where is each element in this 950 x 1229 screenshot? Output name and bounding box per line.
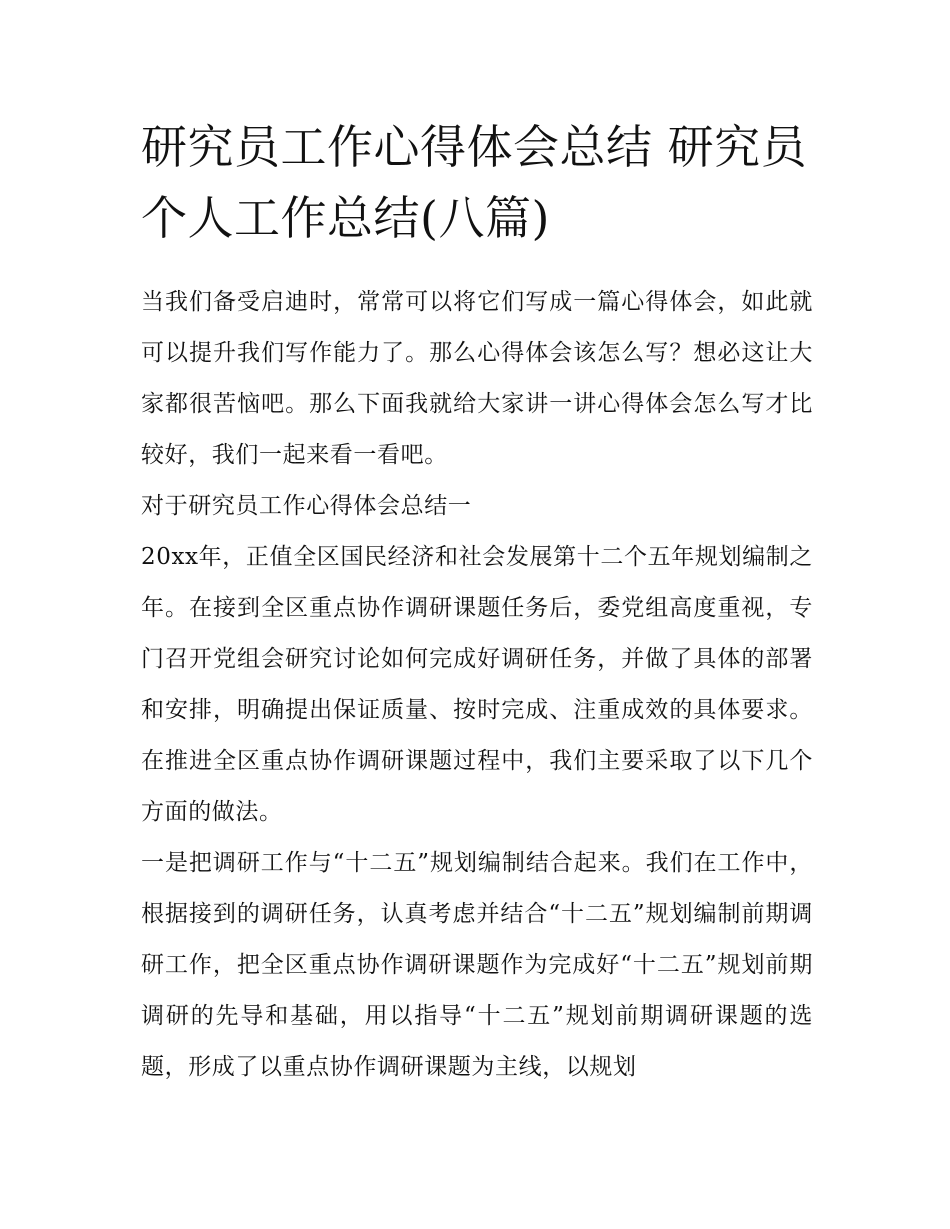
document-body (141, 277, 813, 1093)
section-heading: 对于研究员工作心得体会总结一 (141, 493, 472, 519)
document-title: 研究员工作心得体会总结 研究员个人工作总结(八篇) (141, 120, 808, 245)
body-paragraph: 20xx年，正值全区国民经济和社会发展第十二个五年规划编制之年。在接到全区重点协作调研课题任务后，委党组高度重视，专门召开党组会研究讨论如何完成好调研任务，并做了具体的部署和安排，明确提出保证质量、按时完成、注重成效的具体要求。在推进全区重点协作调研课题过程中，我们主要采取了以下几个方面的做法。 (141, 544, 813, 825)
intro-paragraph: 当我们备受启迪时，常常可以将它们写成一篇心得体会，如此就可以提升我们写作能力了。那么心得体会该怎么写？想必这让大家都很苦恼吧。那么下面我就给大家讲一讲心得体会怎么写才比较好，我们一起来看一看吧。 (141, 289, 813, 468)
document-content (141, 112, 813, 1093)
body-paragraph: 一是把调研工作与“十二五”规划编制结合起来。我们在工作中，根据接到的调研任务，认真考虑并结合“十二五”规划编制前期调研工作，把全区重点协作调研课题作为完成好“十二五”规划前期调研的先导和基础，用以指导“十二五”规划前期调研课题的选题，形成了以重点协作调研课题为主线，以规划 (141, 850, 813, 1080)
